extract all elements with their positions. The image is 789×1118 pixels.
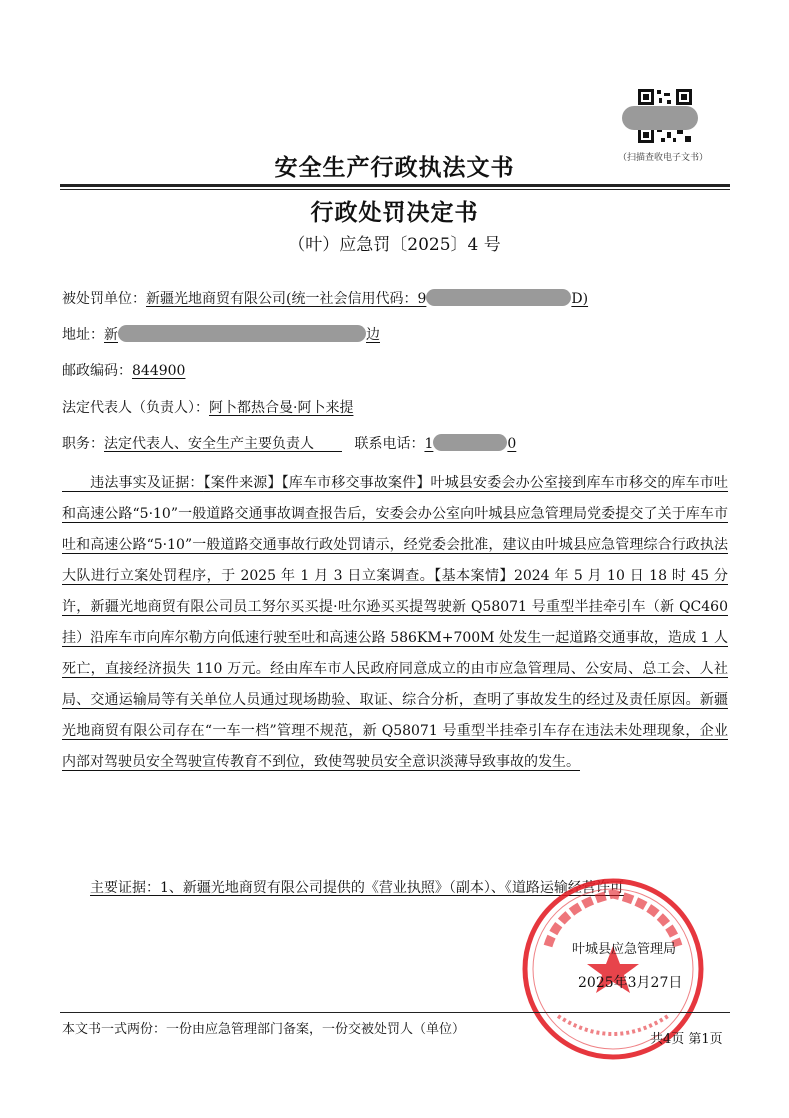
address-end: 边 (366, 327, 380, 343)
footer-note: 本文书一式两份：一份由应急管理部门备案，一份交被处罚人（单位） (62, 1022, 466, 1037)
representative-value: 阿卜都热合曼·阿卜来提 (209, 400, 354, 416)
header-rule-thick (60, 184, 730, 187)
document-number: （叶）应急罚〔2025〕4 号 (288, 235, 501, 255)
document-title: 行政处罚决定书 (310, 199, 479, 226)
phone-value (424, 436, 516, 452)
postcode-line (62, 361, 185, 381)
party-label: 被处罚单位： (62, 291, 146, 307)
header-rule-thin (60, 189, 730, 190)
postcode-label: 邮政编码： (62, 363, 132, 379)
representative-label: 法定代表人（负责人）： (62, 400, 209, 416)
party-line (62, 289, 588, 309)
party-value (146, 291, 588, 307)
position-value: 法定代表人、安全生产主要负责人 (104, 436, 314, 452)
evidence-text: 主要证据：1、新疆光地商贸有限公司提供的《营业执照》（副本）、《道路运输经营许可 (90, 880, 624, 896)
violation-facts (62, 468, 728, 778)
seal-date: 2025年3月27日 (578, 975, 683, 991)
phone-end: 0 (507, 436, 517, 452)
credit-code-redaction (426, 289, 571, 306)
address-value (104, 327, 380, 343)
party-tail: D) (571, 291, 589, 307)
address-redaction (118, 325, 366, 342)
position-label: 职务： (62, 436, 104, 452)
postcode-value: 844900 (132, 363, 186, 379)
phone-label: 联系电话： (354, 436, 425, 452)
fact-text: 【案件来源】【库车市移交事故案件】叶城县安委会办公室接到库车市移交的库车市吐和高速公路“5·10”一般道路交通事故调查报告后，安委会办公室向叶城县应急管理局党委提交了关于库车市吐和高速公路“5·10”一般道路交通事故行政处罚请示，经党委会批准，建议由叶城县应急管理综合行政执法大队进行立案处罚程序，于 2025 年 1 月 3 日立案调查。【基本案情】2024 年 5 月 10 日 18 时 45 分许，新疆光地商贸有限公司员工努尔买买提·吐尔逊买买提驾驶新 Q58071 号重型半挂牵引车（新 QC460 挂）沿库车市向库尔勒方向低速行驶至吐和高速公路 586KM+700M 处发生一起道路交通事故，造成 1 人死亡，直接经济损失 110 万元。经由库车市人民政府同意成立的由市应急管理局、公安局、总工会、人社局、交通运输局等有关单位人员通过现场勘验、取证、综合分析，查明了事故发生的经过及责任原因。新疆光地商贸有限公司存在“一车一档”管理不规范，新 Q58071 号重型半挂牵引车存在违法未处理现象，企业内部对驾驶员安全驾驶宣传教育不到位，致使驾驶员安全意识淡薄导致事故的发生。 (62, 475, 729, 770)
document-category-title: 安全生产行政执法文书 (274, 154, 515, 181)
qr-redaction-mask (622, 106, 698, 130)
position-line (62, 434, 516, 454)
address-label: 地址： (62, 327, 104, 343)
address-line (62, 325, 380, 345)
seal-organization: 叶城县应急管理局 (572, 942, 677, 957)
footer-rule (60, 1012, 730, 1013)
phone-redaction (433, 434, 507, 451)
page-indicator: 共4页 第1页 (650, 1032, 723, 1047)
party-name: 新疆光地商贸有限公司(统一社会信用代码：9 (146, 291, 427, 307)
fact-label: 违法事实及证据： (90, 475, 204, 491)
representative-line (62, 398, 353, 418)
address-start: 新 (104, 327, 118, 343)
qr-caption: （扫描查收电子文书） (617, 153, 708, 163)
phone-start: 1 (424, 436, 434, 452)
violation-paragraph (62, 468, 728, 778)
